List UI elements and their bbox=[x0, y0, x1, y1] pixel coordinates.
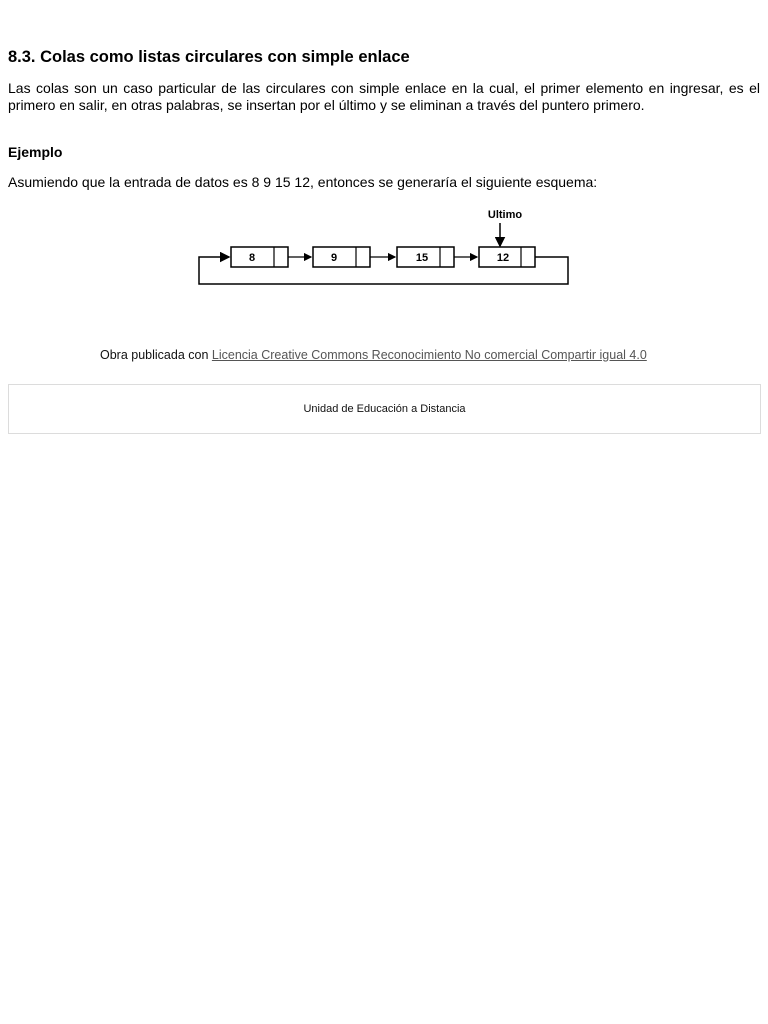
queue-node bbox=[397, 247, 454, 267]
queue-node bbox=[479, 247, 535, 267]
license-link[interactable]: Licencia Creative Commons Reconocimiento No comercial Compartir igual 4.0 bbox=[211, 348, 647, 362]
queue-node bbox=[231, 247, 288, 267]
node-value: 12 bbox=[496, 252, 510, 264]
license-prefix: Obra publicada con bbox=[100, 348, 212, 362]
node-value: 9 bbox=[330, 252, 338, 264]
ultimo-pointer-label: Ultimo bbox=[487, 209, 523, 221]
circular-queue-diagram bbox=[190, 200, 580, 295]
section-title: 8.3. Colas como listas circulares con simple enlace bbox=[8, 48, 410, 66]
footer bbox=[8, 384, 761, 434]
example-heading: Ejemplo bbox=[8, 144, 63, 160]
node-value: 8 bbox=[248, 252, 256, 264]
footer-text: Unidad de Educación a Distancia bbox=[303, 403, 466, 415]
license-notice bbox=[100, 347, 647, 363]
queue-node bbox=[313, 247, 370, 267]
intro-paragraph: Las colas son un caso particular de las circulares con simple enlace en la cual, el primer elemento en ingresar, es el primero en salir, en otras palabras, se insertan por el último y se eliminan a través del puntero primero. bbox=[8, 80, 760, 113]
node-value: 15 bbox=[415, 252, 429, 264]
example-description: Asumiendo que la entrada de datos es 8 9 15 12, entonces se generaría el siguiente esquema: bbox=[8, 174, 598, 190]
